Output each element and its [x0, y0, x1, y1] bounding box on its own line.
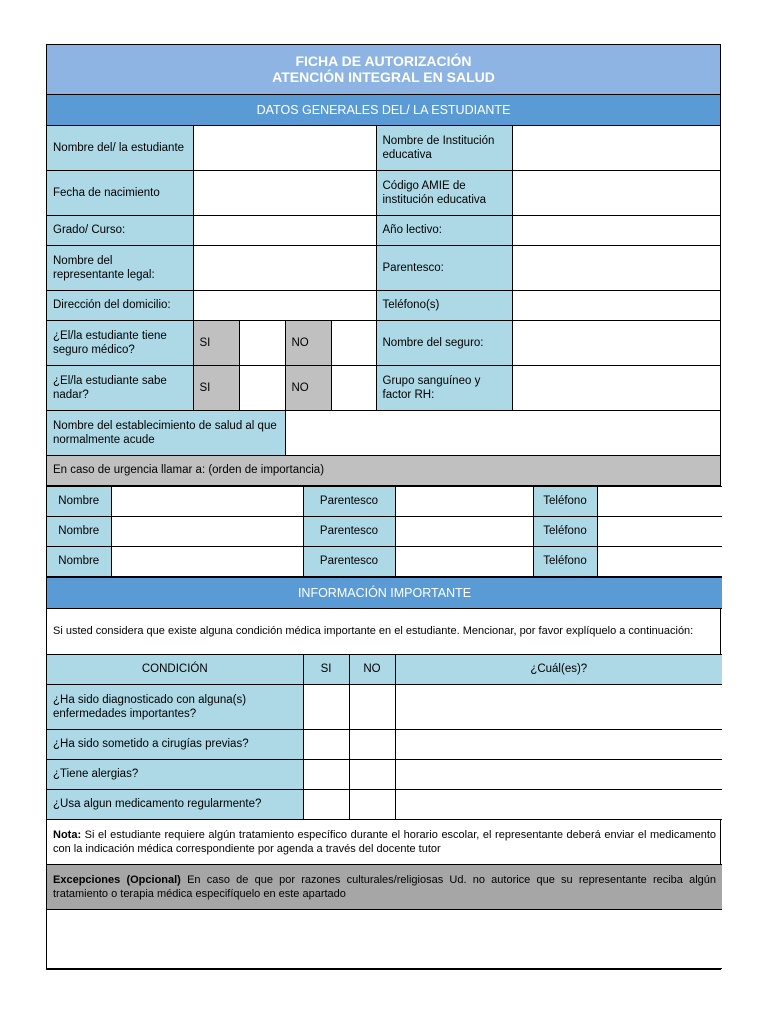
swim-yes-label: SI: [193, 365, 239, 410]
form-title: [47, 45, 720, 94]
title-line-2: ATENCIÓN INTEGRAL EN SALUD: [272, 68, 495, 85]
note-paragraph: [47, 819, 722, 864]
note-label: Nota:: [53, 828, 82, 841]
label-blood-type: Grupo sanguíneo y factor RH:: [376, 365, 512, 410]
condition-no-box[interactable]: [349, 789, 395, 819]
exceptions-paragraph: [47, 864, 722, 909]
label-relationship: Parentesco:: [376, 245, 512, 290]
condition-surgeries: ¿Ha sido sometido a cirugías previas?: [47, 729, 303, 759]
condition-yes-box[interactable]: [303, 729, 349, 759]
label-health-center: Nombre del establecimiento de salud al que normalmente acude: [47, 410, 285, 455]
note-text: Si el estudiante requiere algún tratamiento específico durante el horario escolar, el representante deberá enviar el medicamento con la indicación médica correspondiente por agenda a través del docente tutor: [53, 828, 717, 855]
condition-which-field[interactable]: [395, 684, 722, 729]
emergency-header: En caso de urgencia llamar a: (orden de importancia): [47, 455, 720, 485]
swim-no-label: NO: [285, 365, 331, 410]
condition-row: [47, 789, 722, 819]
section-important-info: INFORMACIÓN IMPORTANTE: [47, 577, 722, 608]
label-address: Dirección del domicilio:: [47, 290, 193, 320]
general-data-table: [47, 45, 720, 486]
header-which: ¿Cuál(es)?: [395, 654, 722, 684]
condition-which-field[interactable]: [395, 789, 722, 819]
condition-row: [47, 759, 722, 789]
insurance-no-label: NO: [285, 320, 331, 365]
blood-type-field[interactable]: [512, 365, 720, 410]
contact-name-field[interactable]: [111, 486, 303, 516]
phones-field[interactable]: [512, 290, 720, 320]
header-yes: SI: [303, 654, 349, 684]
condition-row: [47, 729, 722, 759]
label-contact-name: Nombre: [47, 486, 111, 516]
swim-yes-box[interactable]: [239, 365, 285, 410]
condition-which-field[interactable]: [395, 759, 722, 789]
contact-phone-field[interactable]: [597, 486, 722, 516]
insurance-name-field[interactable]: [512, 320, 720, 365]
condition-row: [47, 684, 722, 729]
grade-field[interactable]: [193, 215, 376, 245]
important-intro: Si usted considera que existe alguna condición médica importante en el estudiante. Mencionar, por favor explíquelo a continuación:: [47, 608, 722, 654]
label-contact-relation: Parentesco: [303, 486, 395, 516]
condition-medication: ¿Usa algun medicamento regularmente?: [47, 789, 303, 819]
label-contact-relation: Parentesco: [303, 516, 395, 546]
condition-allergies: ¿Tiene alergias?: [47, 759, 303, 789]
health-center-field[interactable]: [285, 410, 720, 455]
condition-no-box[interactable]: [349, 729, 395, 759]
guardian-name-field[interactable]: [193, 245, 376, 290]
label-contact-phone: Teléfono: [533, 546, 597, 576]
contact-relation-field[interactable]: [395, 486, 533, 516]
contact-phone-field[interactable]: [597, 516, 722, 546]
exceptions-label: Excepciones (Opcional): [53, 873, 181, 886]
label-grade: Grado/ Curso:: [47, 215, 193, 245]
condition-no-box[interactable]: [349, 759, 395, 789]
label-school-year: Año lectivo:: [376, 215, 512, 245]
emergency-row: [47, 516, 722, 546]
label-guardian-name: Nombre del representante legal:: [47, 245, 193, 290]
contact-relation-field[interactable]: [395, 516, 533, 546]
label-contact-name: Nombre: [47, 546, 111, 576]
label-contact-relation: Parentesco: [303, 546, 395, 576]
school-year-field[interactable]: [512, 215, 720, 245]
condition-yes-box[interactable]: [303, 789, 349, 819]
condition-diseases: ¿Ha sido diagnosticado con alguna(s) enfermedades importantes?: [47, 684, 303, 729]
swim-no-box[interactable]: [331, 365, 376, 410]
student-name-field[interactable]: [193, 125, 376, 170]
condition-yes-box[interactable]: [303, 684, 349, 729]
emergency-row: [47, 546, 722, 576]
label-contact-phone: Teléfono: [533, 486, 597, 516]
insurance-yes-box[interactable]: [239, 320, 285, 365]
important-info-table: [47, 577, 722, 969]
label-amie-code: Código AMIE de institución educativa: [376, 170, 512, 215]
condition-yes-box[interactable]: [303, 759, 349, 789]
label-institution-name: Nombre de Institución educativa: [376, 125, 512, 170]
institution-name-field[interactable]: [512, 125, 720, 170]
section-general-data: DATOS GENERALES DEL/ LA ESTUDIANTE: [47, 94, 720, 125]
contact-relation-field[interactable]: [395, 546, 533, 576]
label-birth-date: Fecha de nacimiento: [47, 170, 193, 215]
label-contact-phone: Teléfono: [533, 516, 597, 546]
emergency-contacts-table: [47, 486, 722, 577]
relationship-field[interactable]: [512, 245, 720, 290]
label-insurance-name: Nombre del seguro:: [376, 320, 512, 365]
birth-date-field[interactable]: [193, 170, 376, 215]
contact-name-field[interactable]: [111, 546, 303, 576]
label-student-name: Nombre del/ la estudiante: [47, 125, 193, 170]
emergency-row: [47, 486, 722, 516]
condition-no-box[interactable]: [349, 684, 395, 729]
contact-name-field[interactable]: [111, 516, 303, 546]
exceptions-field[interactable]: [47, 909, 722, 968]
insurance-no-box[interactable]: [331, 320, 376, 365]
authorization-form: [46, 44, 721, 970]
label-phones: Teléfono(s): [376, 290, 512, 320]
condition-which-field[interactable]: [395, 729, 722, 759]
label-insurance-question: ¿El/la estudiante tiene seguro médico?: [47, 320, 193, 365]
amie-code-field[interactable]: [512, 170, 720, 215]
insurance-yes-label: SI: [193, 320, 239, 365]
header-condition: CONDICIÓN: [47, 654, 303, 684]
header-no: NO: [349, 654, 395, 684]
exceptions-text: En caso de que por razones culturales/religiosas Ud. no autorice que su representante reciba algún tratamiento o terapia médica especifíquelo en este apartado: [53, 873, 717, 900]
label-swim-question: ¿El/la estudiante sabe nadar?: [47, 365, 193, 410]
address-field[interactable]: [193, 290, 376, 320]
label-contact-name: Nombre: [47, 516, 111, 546]
contact-phone-field[interactable]: [597, 546, 722, 576]
title-line-1: FICHA DE AUTORIZACIÓN: [295, 52, 472, 69]
